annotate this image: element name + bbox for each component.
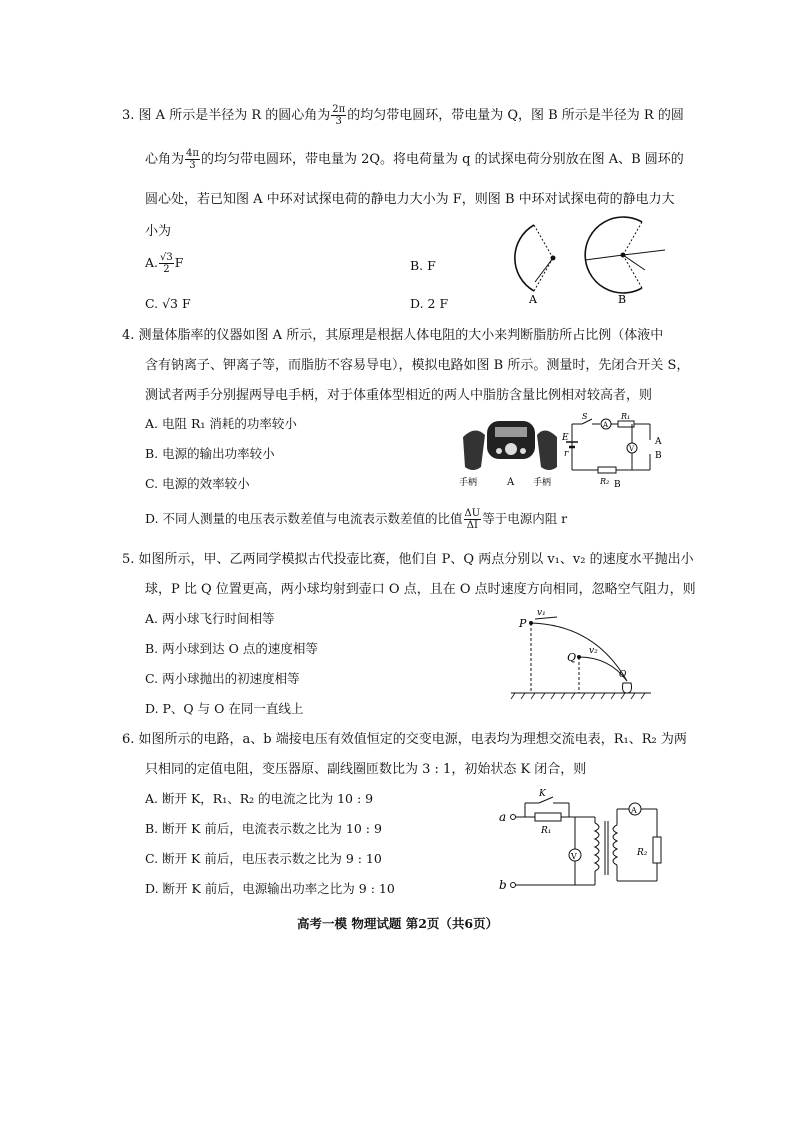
q4-line1: 4. 测量体脂率的仪器如图 A 所示，其原理是根据人体电阻的大小来判断脂肪所占比例（体液中 — [122, 328, 664, 343]
svg-text:R₂: R₂ — [637, 848, 648, 858]
svg-text:E: E — [562, 433, 569, 443]
q3-fraction-4pi-3: $\frac{4\pi}{3}$ — [186, 148, 199, 171]
svg-text:B: B — [614, 480, 621, 490]
q6-figure-transformer-circuit — [495, 785, 675, 900]
q3-option-a[interactable]: A. $\frac{√3}{2}$ F — [145, 252, 184, 275]
q5-line1: 5. 如图所示，甲、乙两同学模拟古代投壶比赛，他们自 P、Q 两点分别以 v₁、v₂ 的速度水平抛出小 — [122, 552, 694, 567]
svg-text:v₁: v₁ — [537, 608, 546, 618]
q6-option-d[interactable]: D. 断开 K 前后，电源输出功率之比为 9 : 10 — [145, 881, 395, 896]
q4-figure-circuit — [560, 410, 680, 492]
handle-right-label: 手柄 — [533, 478, 552, 488]
q3-option-d[interactable]: D. 2 F — [410, 296, 449, 311]
q4-option-d[interactable]: D. 不同人测量的电压表示数差值与电流表示数差值的比值 $\frac{\Delta U}{\Delta I}$ 等于电源内阻 r — [145, 508, 568, 531]
q6-option-b[interactable]: B. 断开 K 前后，电流表示数之比为 10 : 9 — [145, 821, 382, 836]
q3-line2: 心角为 $\frac{4\pi}{3}$ 的均匀带电圆环，带电量为 2Q。将电荷量为 q 的试探电荷分别放在图 A、B 圆环的 — [145, 148, 684, 171]
q5-option-a[interactable]: A. 两小球飞行时间相等 — [145, 611, 275, 626]
svg-text:V: V — [571, 852, 577, 861]
svg-text:K: K — [539, 789, 546, 799]
q3-fraction-2pi-3: $\frac{2\pi}{3}$ — [332, 104, 346, 127]
q4-line3: 测试者两手分别握两导电手柄，对于体重体型相近的两人中脂肪含量比例相对较高者，则 — [145, 388, 653, 403]
q5-option-c[interactable]: C. 两小球抛出的初速度相等 — [145, 671, 300, 686]
q3-option-c[interactable]: C. √3 F — [145, 296, 191, 311]
handle-left-label: 手柄 — [459, 478, 478, 488]
svg-text:P: P — [519, 617, 527, 630]
q5-figure-projectile — [505, 605, 655, 705]
q6-line2: 只相同的定值电阻，变压器原、副线圈匝数比为 3 : 1，初始状态 K 闭合，则 — [145, 762, 587, 777]
device-label-a: A — [507, 477, 515, 488]
q4-figure-device — [455, 415, 565, 490]
q4-option-b[interactable]: B. 电源的输出功率较小 — [145, 446, 275, 461]
svg-text:a: a — [499, 810, 507, 824]
page-footer: 高考一模 物理试题 第2页（共6页） — [297, 916, 499, 931]
svg-text:V: V — [629, 445, 635, 453]
q3-figure-rings — [505, 210, 675, 310]
ring-a-label: A — [529, 293, 537, 306]
ring-b-arc — [585, 217, 642, 293]
q3-line4: 小为 — [145, 224, 172, 239]
svg-text:b: b — [499, 878, 507, 892]
svg-text:v₂: v₂ — [589, 646, 598, 656]
q5-option-d[interactable]: D. P、Q 与 O 在同一直线上 — [145, 701, 304, 716]
svg-text:A: A — [655, 437, 662, 447]
q6-line1: 6. 如图所示的电路，a、b 端接电压有效值恒定的交变电源，电表均为理想交流电表，R₁、R₂ 为两 — [122, 732, 687, 747]
q3-option-b[interactable]: B. F — [410, 258, 436, 273]
svg-text:R₁: R₁ — [621, 412, 631, 421]
q5-line2: 球，P 比 Q 位置更高，两小球均射到壶口 O 点，且在 O 点时速度方向相同，忽略空气阻力，则 — [145, 582, 696, 597]
q4-line2: 含有钠离子、钾离子等，而脂肪不容易导电），模拟电路如图 B 所示。测量时，先闭合开关 S， — [145, 358, 690, 373]
q4-option-a[interactable]: A. 电阻 R₁ 消耗的功率较小 — [145, 416, 297, 431]
q4-option-c[interactable]: C. 电源的效率较小 — [145, 476, 250, 491]
svg-text:R₂: R₂ — [600, 477, 610, 486]
svg-text:r: r — [564, 449, 569, 459]
svg-text:Q: Q — [567, 651, 577, 664]
q6-option-c[interactable]: C. 断开 K 前后，电压表示数之比为 9 : 10 — [145, 851, 382, 866]
q3-line1: 3. 图 A 所示是半径为 R 的圆心角为 $\frac{2\pi}{3}$ 的均匀带电圆环，带电量为 Q，图 B 所示是半径为 R 的圆 — [122, 104, 684, 127]
svg-text:O: O — [619, 670, 627, 680]
q6-option-a[interactable]: A. 断开 K，R₁、R₂ 的电流之比为 10 : 9 — [145, 791, 374, 806]
svg-text:B: B — [655, 451, 662, 461]
q5-option-b[interactable]: B. 两小球到达 O 点的速度相等 — [145, 641, 318, 656]
svg-text:R₁: R₁ — [541, 826, 552, 836]
ring-b-label: B — [618, 293, 627, 306]
svg-text:A: A — [631, 806, 637, 815]
svg-text:S: S — [582, 412, 588, 421]
ring-a-arc — [515, 225, 534, 291]
q3-line3: 圆心处，若已知图 A 中环对试探电荷的静电力大小为 F，则图 B 中环对试探电荷的静电力大 — [145, 192, 675, 207]
svg-text:A: A — [603, 421, 609, 429]
